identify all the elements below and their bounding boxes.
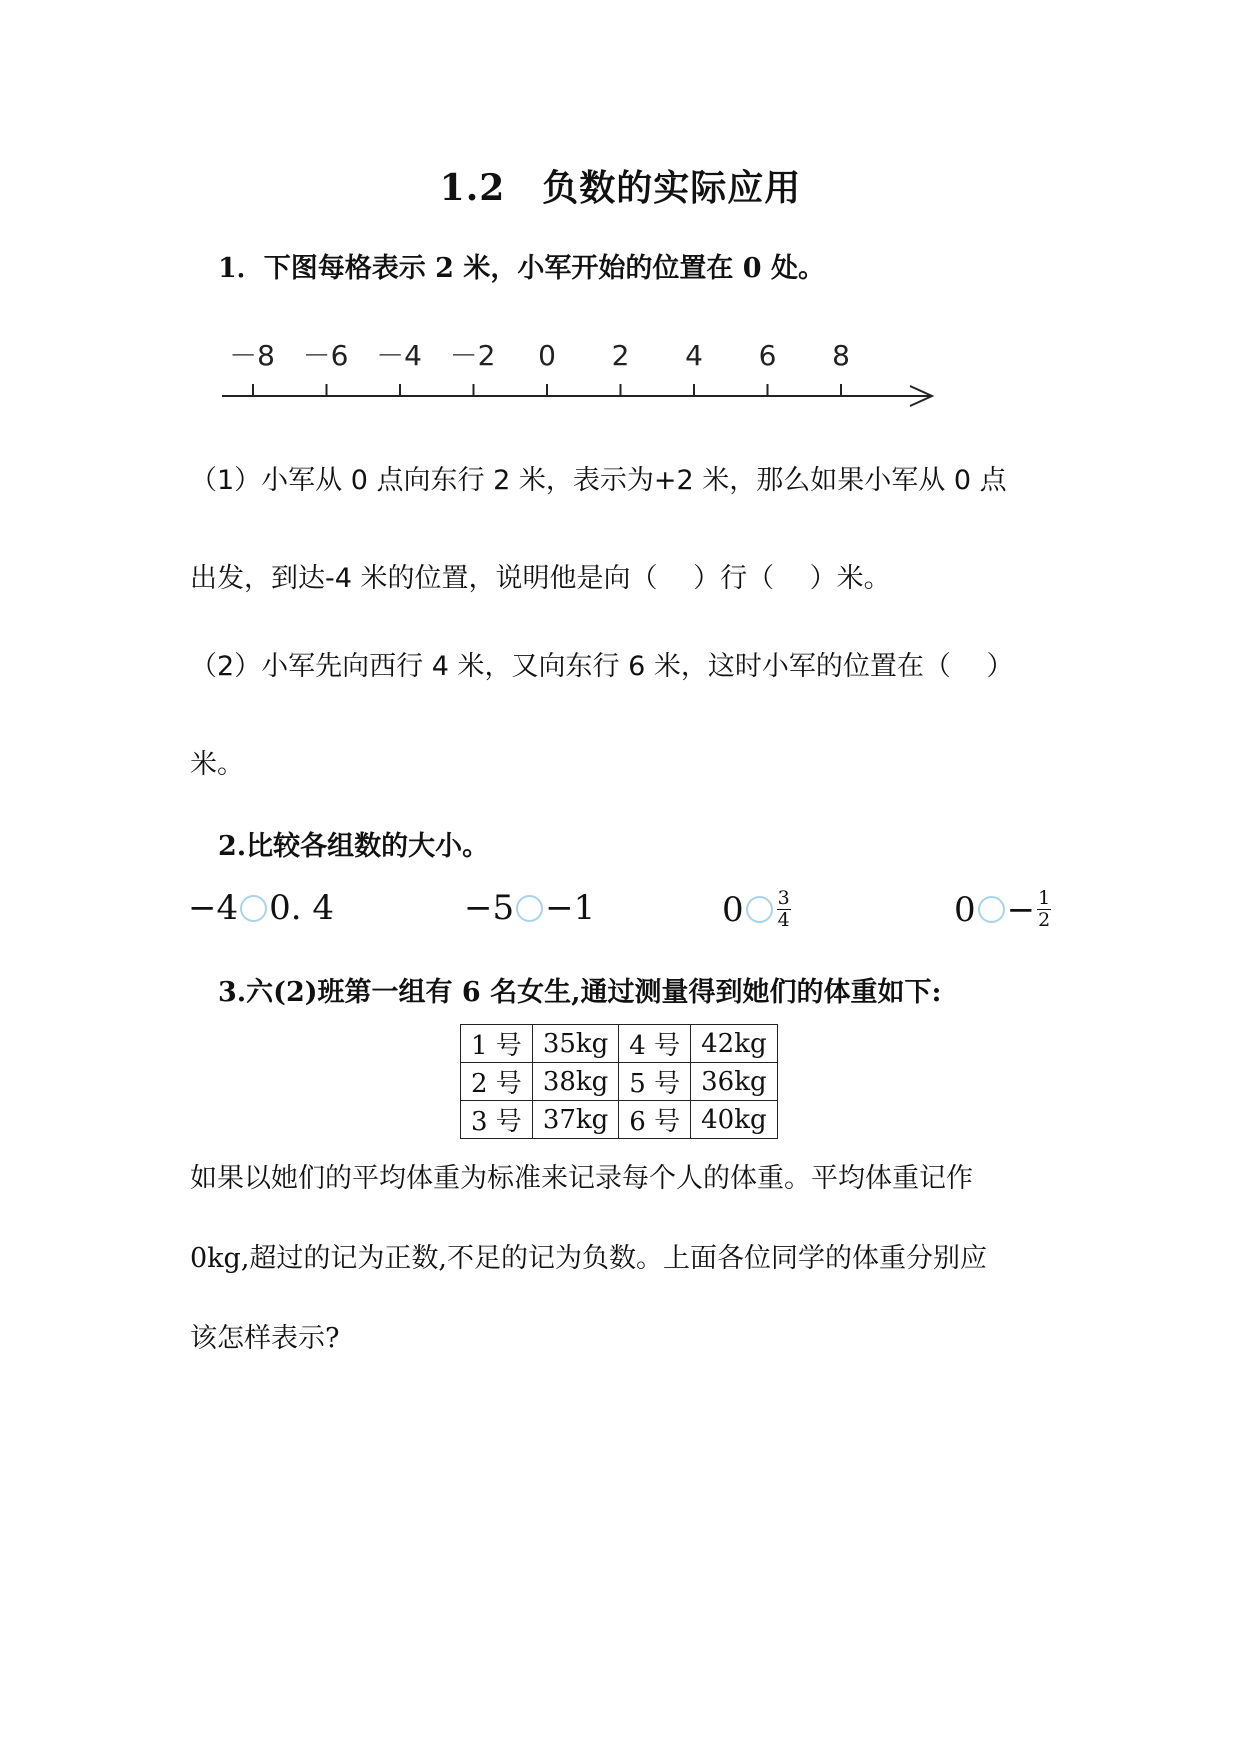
table-cell: 42kg (691, 1025, 777, 1063)
table-row (461, 1101, 778, 1139)
compare-right-sign: − (1006, 889, 1036, 930)
compare-left: −5 (464, 888, 515, 928)
table-cell: 37kg (532, 1101, 618, 1139)
weight-table (460, 1024, 778, 1139)
table-row (461, 1025, 778, 1063)
compare-left: 0 (722, 889, 744, 930)
fraction-denominator: 4 (777, 909, 790, 931)
fraction (1037, 888, 1051, 931)
table-cell: 40kg (691, 1101, 777, 1139)
question-1-part-1-line-2: 出发，到达-4 米的位置，说明他是向（ ）行（ ）米。 (190, 563, 891, 594)
question-3-para-line-2: 0kg,超过的记为正数,不足的记为负数。上面各位同学的体重分别应 (190, 1243, 987, 1274)
table-cell: 38kg (532, 1063, 618, 1101)
fraction-numerator: 1 (1038, 887, 1051, 909)
compare-right: 0. 4 (269, 888, 335, 928)
table-cell: 4 号 (619, 1025, 691, 1063)
question-3-heading: 3.六(2)班第一组有 6 名女生,通过测量得到她们的体重如下: (218, 977, 942, 1008)
compare-circle[interactable] (240, 895, 267, 922)
number-line-label: 8 (832, 339, 850, 372)
table-cell: 1 号 (461, 1025, 533, 1063)
compare-circle[interactable] (978, 896, 1005, 923)
number-line-label: －8 (229, 339, 275, 372)
table-cell: 5 号 (619, 1063, 691, 1101)
compare-circle[interactable] (746, 896, 773, 923)
table-cell: 6 号 (619, 1101, 691, 1139)
question-1-part-2-line-1: （2）小军先向西行 4 米，又向东行 6 米，这时小军的位置在（ ） (190, 651, 1014, 682)
number-line-label: 2 (611, 339, 630, 372)
compare-left: 0 (954, 889, 976, 930)
page-title: 1.2 负数的实际应用 (439, 167, 802, 209)
compare-right: −1 (545, 888, 596, 928)
compare-item-1 (188, 888, 334, 928)
question-3-para-line-3: 该怎样表示? (190, 1323, 340, 1354)
number-line (0, 330, 1241, 420)
number-line-label: －6 (302, 339, 349, 372)
compare-item-4 (954, 888, 1051, 931)
question-1-part-1-line-1: （1）小军从 0 点向东行 2 米，表示为+2 米，那么如果小军从 0 点 (190, 465, 1007, 496)
table-cell: 3 号 (461, 1101, 533, 1139)
number-line-label: 0 (538, 339, 556, 372)
number-line-label: －2 (449, 339, 496, 372)
question-1-part-2-line-2: 米。 (190, 749, 244, 780)
table-cell: 2 号 (461, 1063, 533, 1101)
compare-item-3 (722, 888, 791, 931)
number-line-label: －4 (376, 339, 422, 372)
number-line-label: 4 (685, 339, 703, 372)
fraction-denominator: 2 (1038, 909, 1051, 931)
question-2-heading: 2.比较各组数的大小。 (218, 831, 490, 862)
table-cell: 36kg (691, 1063, 777, 1101)
compare-item-2 (464, 888, 595, 928)
compare-left: −4 (188, 888, 239, 928)
question-3-para-line-1: 如果以她们的平均体重为标准来记录每个人的体重。平均体重记作 (190, 1163, 973, 1194)
fraction-numerator: 3 (777, 887, 790, 909)
compare-circle[interactable] (516, 895, 543, 922)
table-row (461, 1063, 778, 1101)
table-cell: 35kg (532, 1025, 618, 1063)
question-1-heading: 1．下图每格表示 2 米，小军开始的位置在 0 处。 (218, 253, 825, 284)
fraction (777, 888, 791, 931)
number-line-label: 6 (758, 339, 777, 372)
